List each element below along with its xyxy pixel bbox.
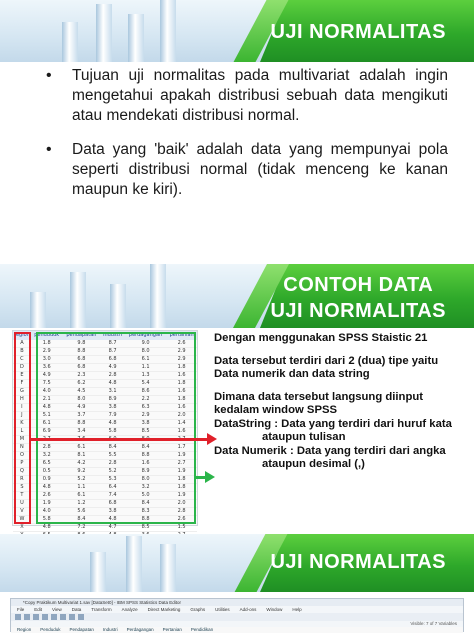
menu-item[interactable]: File <box>17 607 25 612</box>
table-cell: 6.1 <box>63 444 101 452</box>
slide-uji-normalitas-intro <box>0 0 474 258</box>
table-cell: 6.8 <box>63 364 101 372</box>
table-cell: X <box>13 524 31 532</box>
variable-tab[interactable]: Pertanian <box>162 627 182 632</box>
table-cell: N <box>13 444 31 452</box>
table-cell: 1.7 <box>166 444 197 452</box>
table-cell: P <box>13 460 31 468</box>
table-header: region <box>14 332 30 338</box>
spss-window-screenshot <box>10 598 464 632</box>
title-line-2: UJI NORMALITAS <box>270 300 446 322</box>
bar-graphic-decoration <box>0 264 250 328</box>
table-cell: 2.6 <box>31 492 63 500</box>
table-cell: 3.8 <box>125 420 166 428</box>
table-cell: 1.6 <box>166 404 197 412</box>
slide-header <box>0 264 474 328</box>
table-cell: A <box>13 340 31 348</box>
table-cell: 9.0 <box>125 340 166 348</box>
table-cell: 1.8 <box>166 364 197 372</box>
table-cell: 2.8 <box>166 508 197 516</box>
table-cell: 5.2 <box>100 468 125 476</box>
note-line: ataupun tulisan <box>262 431 346 443</box>
table-cell: 5.1 <box>31 412 63 420</box>
table-cell: 1.9 <box>166 492 197 500</box>
table-cell: 1.8 <box>166 380 197 388</box>
table-cell: 3.0 <box>31 356 63 364</box>
note-line: ataupun desimal (,) <box>262 458 365 470</box>
table-cell: 8.3 <box>125 508 166 516</box>
redo-icon <box>51 614 57 620</box>
table-cell: 9.8 <box>63 340 101 348</box>
table-cell: S <box>13 484 31 492</box>
table-cell: 7.2 <box>63 524 101 532</box>
note-line: kedalam window SPSS <box>214 404 338 416</box>
table-cell: 3.2 <box>31 452 63 460</box>
table-cell: 6.3 <box>125 404 166 412</box>
table-cell: 4.7 <box>100 524 125 532</box>
variable-tab[interactable]: Region <box>17 627 32 632</box>
table-cell: B <box>13 348 31 356</box>
table-cell: 3.8 <box>100 404 125 412</box>
note-line: Data Numerik : Data yang terdiri dari angka <box>214 444 446 457</box>
table-cell: 8.0 <box>63 396 101 404</box>
table-cell: 4.9 <box>63 404 101 412</box>
table-cell: E <box>13 372 31 380</box>
table-cell: 4.0 <box>31 508 63 516</box>
table-cell: 7.9 <box>100 412 125 420</box>
note-line: Dengan menggunakan SPSS Staistic 21 <box>214 332 428 344</box>
table-cell: 8.5 <box>125 428 166 436</box>
table-cell: 1.6 <box>166 372 197 380</box>
print-icon <box>33 614 39 620</box>
table-cell: 1.1 <box>63 484 101 492</box>
table-cell: 6.1 <box>63 492 101 500</box>
table-cell: 8.7 <box>100 340 125 348</box>
table-cell: 1.9 <box>166 468 197 476</box>
table-cell: 3.1 <box>100 388 125 396</box>
table-cell: 3.4 <box>63 428 101 436</box>
table-cell: 8.4 <box>125 500 166 508</box>
menu-bar <box>11 606 463 613</box>
table-row <box>13 524 197 532</box>
slide-header <box>0 534 474 592</box>
table-cell: 4.8 <box>31 404 63 412</box>
table-cell: 6.2 <box>63 380 101 388</box>
table-cell: 2.0 <box>166 500 197 508</box>
table-cell: 4.8 <box>100 420 125 428</box>
table-cell: 8.6 <box>125 388 166 396</box>
table-cell: 4.9 <box>31 372 63 380</box>
table-cell: 4.8 <box>100 516 125 524</box>
open-icon <box>15 614 21 620</box>
table-cell: 7.4 <box>100 492 125 500</box>
table-cell: 8.1 <box>63 452 101 460</box>
table-cell: 4.8 <box>100 380 125 388</box>
table-cell: 8.7 <box>100 348 125 356</box>
menu-item[interactable]: Add-ons <box>239 607 257 612</box>
table-cell: 6.5 <box>31 460 63 468</box>
table-cell: 8.8 <box>63 420 101 428</box>
table-header: pertanian <box>166 331 197 340</box>
table-cell: 8.5 <box>125 524 166 532</box>
bar-graphic-decoration <box>0 534 250 592</box>
note-line: Dimana data tersebut langsung diinput <box>214 390 424 403</box>
slide-title <box>270 272 446 324</box>
table-cell: 8.4 <box>63 516 101 524</box>
numeric-columns-highlight <box>36 332 196 524</box>
table-cell: I <box>13 404 31 412</box>
table-cell: 1.1 <box>125 364 166 372</box>
table-cell: 8.9 <box>100 396 125 404</box>
table-cell: 4.5 <box>63 388 101 396</box>
table-cell: T <box>13 492 31 500</box>
green-arrow-icon <box>194 476 206 479</box>
table-cell: 2.6 <box>166 340 197 348</box>
table-cell: 6.1 <box>125 356 166 364</box>
table-cell: 8.8 <box>63 348 101 356</box>
slide-title: UJI NORMALITAS <box>270 21 446 43</box>
table-cell: 1.6 <box>166 428 197 436</box>
variable-tab[interactable]: Industri <box>102 627 118 632</box>
table-cell: 2.8 <box>100 372 125 380</box>
table-cell: K <box>13 420 31 428</box>
table-cell: 2.9 <box>166 348 197 356</box>
table-cell: G <box>13 388 31 396</box>
menu-item[interactable]: Transform <box>91 607 112 612</box>
table-cell: 1.5 <box>166 524 197 532</box>
table-cell: 4.0 <box>31 388 63 396</box>
table-cell: 1.9 <box>31 500 63 508</box>
table-cell: 1.6 <box>166 388 197 396</box>
table-cell: 8.4 <box>100 444 125 452</box>
table-cell: 1.3 <box>125 372 166 380</box>
table-cell: 5.5 <box>100 452 125 460</box>
table-cell: 2.9 <box>166 356 197 364</box>
table-cell: 2.6 <box>166 516 197 524</box>
table-cell: 2.2 <box>125 396 166 404</box>
table-cell: 4.9 <box>100 364 125 372</box>
table-cell: 9.2 <box>63 468 101 476</box>
note-line: DataString : Data yang terdiri dari huruf kata <box>214 417 452 430</box>
table-cell: D <box>13 364 31 372</box>
table-cell: R <box>13 476 31 484</box>
variable-tab[interactable]: Perdagangan <box>126 627 154 632</box>
table-cell: 1.8 <box>166 484 197 492</box>
menu-item[interactable]: View <box>52 607 62 612</box>
bullet-item: • Data yang 'baik' adalah data yang mempunyai pola seperti distribusi normal (tidak menceng ke kanan maupun ke kiri). <box>46 140 448 200</box>
window-titlebar: *Copy Praktikum Multivariat 1.sav [DataSet0] - IBM SPSS Statistics Data Editor <box>11 599 463 606</box>
table-cell: 4.8 <box>31 484 63 492</box>
table-cell: 2.8 <box>31 444 63 452</box>
table-cell: J <box>13 412 31 420</box>
table-cell: 8.0 <box>125 348 166 356</box>
table-cell: 1.4 <box>166 420 197 428</box>
table-cell: W <box>13 516 31 524</box>
red-arrow-icon <box>30 438 208 441</box>
table-cell: 8.8 <box>125 452 166 460</box>
undo-icon <box>42 614 48 620</box>
title-line-1: CONTOH DATA <box>283 274 434 296</box>
table-cell: 5.8 <box>31 516 63 524</box>
table-cell: 8.0 <box>125 476 166 484</box>
table-cell: 8.8 <box>125 516 166 524</box>
table-cell: M <box>13 436 31 444</box>
table-cell: 1.2 <box>63 500 101 508</box>
slide-title: UJI NORMALITAS <box>270 551 446 573</box>
table-cell: V <box>13 508 31 516</box>
menu-item[interactable]: Graphs <box>190 607 206 612</box>
slide-header <box>0 0 474 62</box>
table-cell: 4.2 <box>63 460 101 468</box>
table-cell: 6.8 <box>100 356 125 364</box>
table-cell: 6.9 <box>31 428 63 436</box>
string-column-highlight <box>14 332 31 524</box>
table-cell: 7.5 <box>31 380 63 388</box>
table-cell: H <box>13 396 31 404</box>
bullet-list <box>46 66 448 214</box>
table-cell: 2.7 <box>166 460 197 468</box>
explanation-text <box>214 332 470 472</box>
slide-uji-normalitas-spss <box>0 534 474 632</box>
table-cell: 5.3 <box>100 476 125 484</box>
menu-item[interactable]: Edit <box>34 607 43 612</box>
table-cell: 0.5 <box>31 468 63 476</box>
variable-tab[interactable]: Penduduk <box>40 627 61 632</box>
menu-item[interactable]: Analyze <box>121 607 138 612</box>
table-cell: U <box>13 500 31 508</box>
slide-contoh-data <box>0 264 474 528</box>
table-cell: 6.1 <box>31 420 63 428</box>
menu-item[interactable]: Data <box>71 607 82 612</box>
table-cell: 1.9 <box>166 452 197 460</box>
table-cell: 1.8 <box>31 340 63 348</box>
variable-tabs <box>11 627 463 633</box>
variable-tab[interactable]: Pendidikan <box>190 627 214 632</box>
table-cell: 5.4 <box>125 380 166 388</box>
table-cell: 2.9 <box>31 348 63 356</box>
table-cell: 1.6 <box>125 460 166 468</box>
bar-graphic-decoration <box>0 0 250 62</box>
table-cell: 5.8 <box>100 428 125 436</box>
table-header: pendapatan <box>63 331 101 340</box>
table-cell: 2.0 <box>166 412 197 420</box>
table-cell: O <box>13 452 31 460</box>
table-cell: 3.2 <box>125 484 166 492</box>
table-cell: 1.8 <box>166 476 197 484</box>
note-line: Data tersebut terdiri dari 2 (dua) tipe yaitu <box>214 354 439 367</box>
toolbar <box>11 613 463 621</box>
bullet-item: • Tujuan uji normalitas pada multivariat adalah ingin mengetahui apakah distribusi sebuah data mengikuti atau mendekati distribusi normal. <box>46 66 448 126</box>
table-cell: 2.8 <box>100 460 125 468</box>
table-cell: 1.8 <box>166 396 197 404</box>
variable-tab[interactable]: Pendapatan <box>69 627 94 632</box>
table-cell: 6.8 <box>100 500 125 508</box>
table-cell: 3.7 <box>63 412 101 420</box>
table-cell: F <box>13 380 31 388</box>
table-cell: 4.8 <box>31 524 63 532</box>
visible-variables: Visible: 7 of 7 Variables <box>410 621 457 626</box>
table-header: industri <box>100 331 125 340</box>
table-cell: 8.4 <box>125 444 166 452</box>
table-header: penduduk <box>31 331 63 340</box>
table-cell: 2.1 <box>31 396 63 404</box>
table-cell: 2.9 <box>125 412 166 420</box>
table-header: perdagangan <box>125 331 166 340</box>
table-cell: 5.0 <box>125 492 166 500</box>
table-cell: C <box>13 356 31 364</box>
menu-item[interactable]: Help <box>292 607 302 612</box>
find-icon <box>78 614 84 620</box>
table-cell: L <box>13 428 31 436</box>
menu-item[interactable]: Window <box>266 607 283 612</box>
table-cell: 6.4 <box>100 484 125 492</box>
table-cell: 5.2 <box>63 476 101 484</box>
table-cell: 3.8 <box>100 508 125 516</box>
table-cell: 2.3 <box>63 372 101 380</box>
table-cell: 0.9 <box>31 476 63 484</box>
table-cell: 8.9 <box>125 468 166 476</box>
table-cell: 3.6 <box>31 364 63 372</box>
menu-item[interactable]: Direct Marketing <box>147 607 181 612</box>
note-line: Data numerik dan data string <box>214 368 370 380</box>
save-icon <box>24 614 30 620</box>
table-cell: Q <box>13 468 31 476</box>
table-cell: 6.8 <box>63 356 101 364</box>
goto-icon <box>60 614 66 620</box>
menu-item[interactable]: Utilities <box>215 607 230 612</box>
table-cell: 5.6 <box>63 508 101 516</box>
variables-icon <box>69 614 75 620</box>
